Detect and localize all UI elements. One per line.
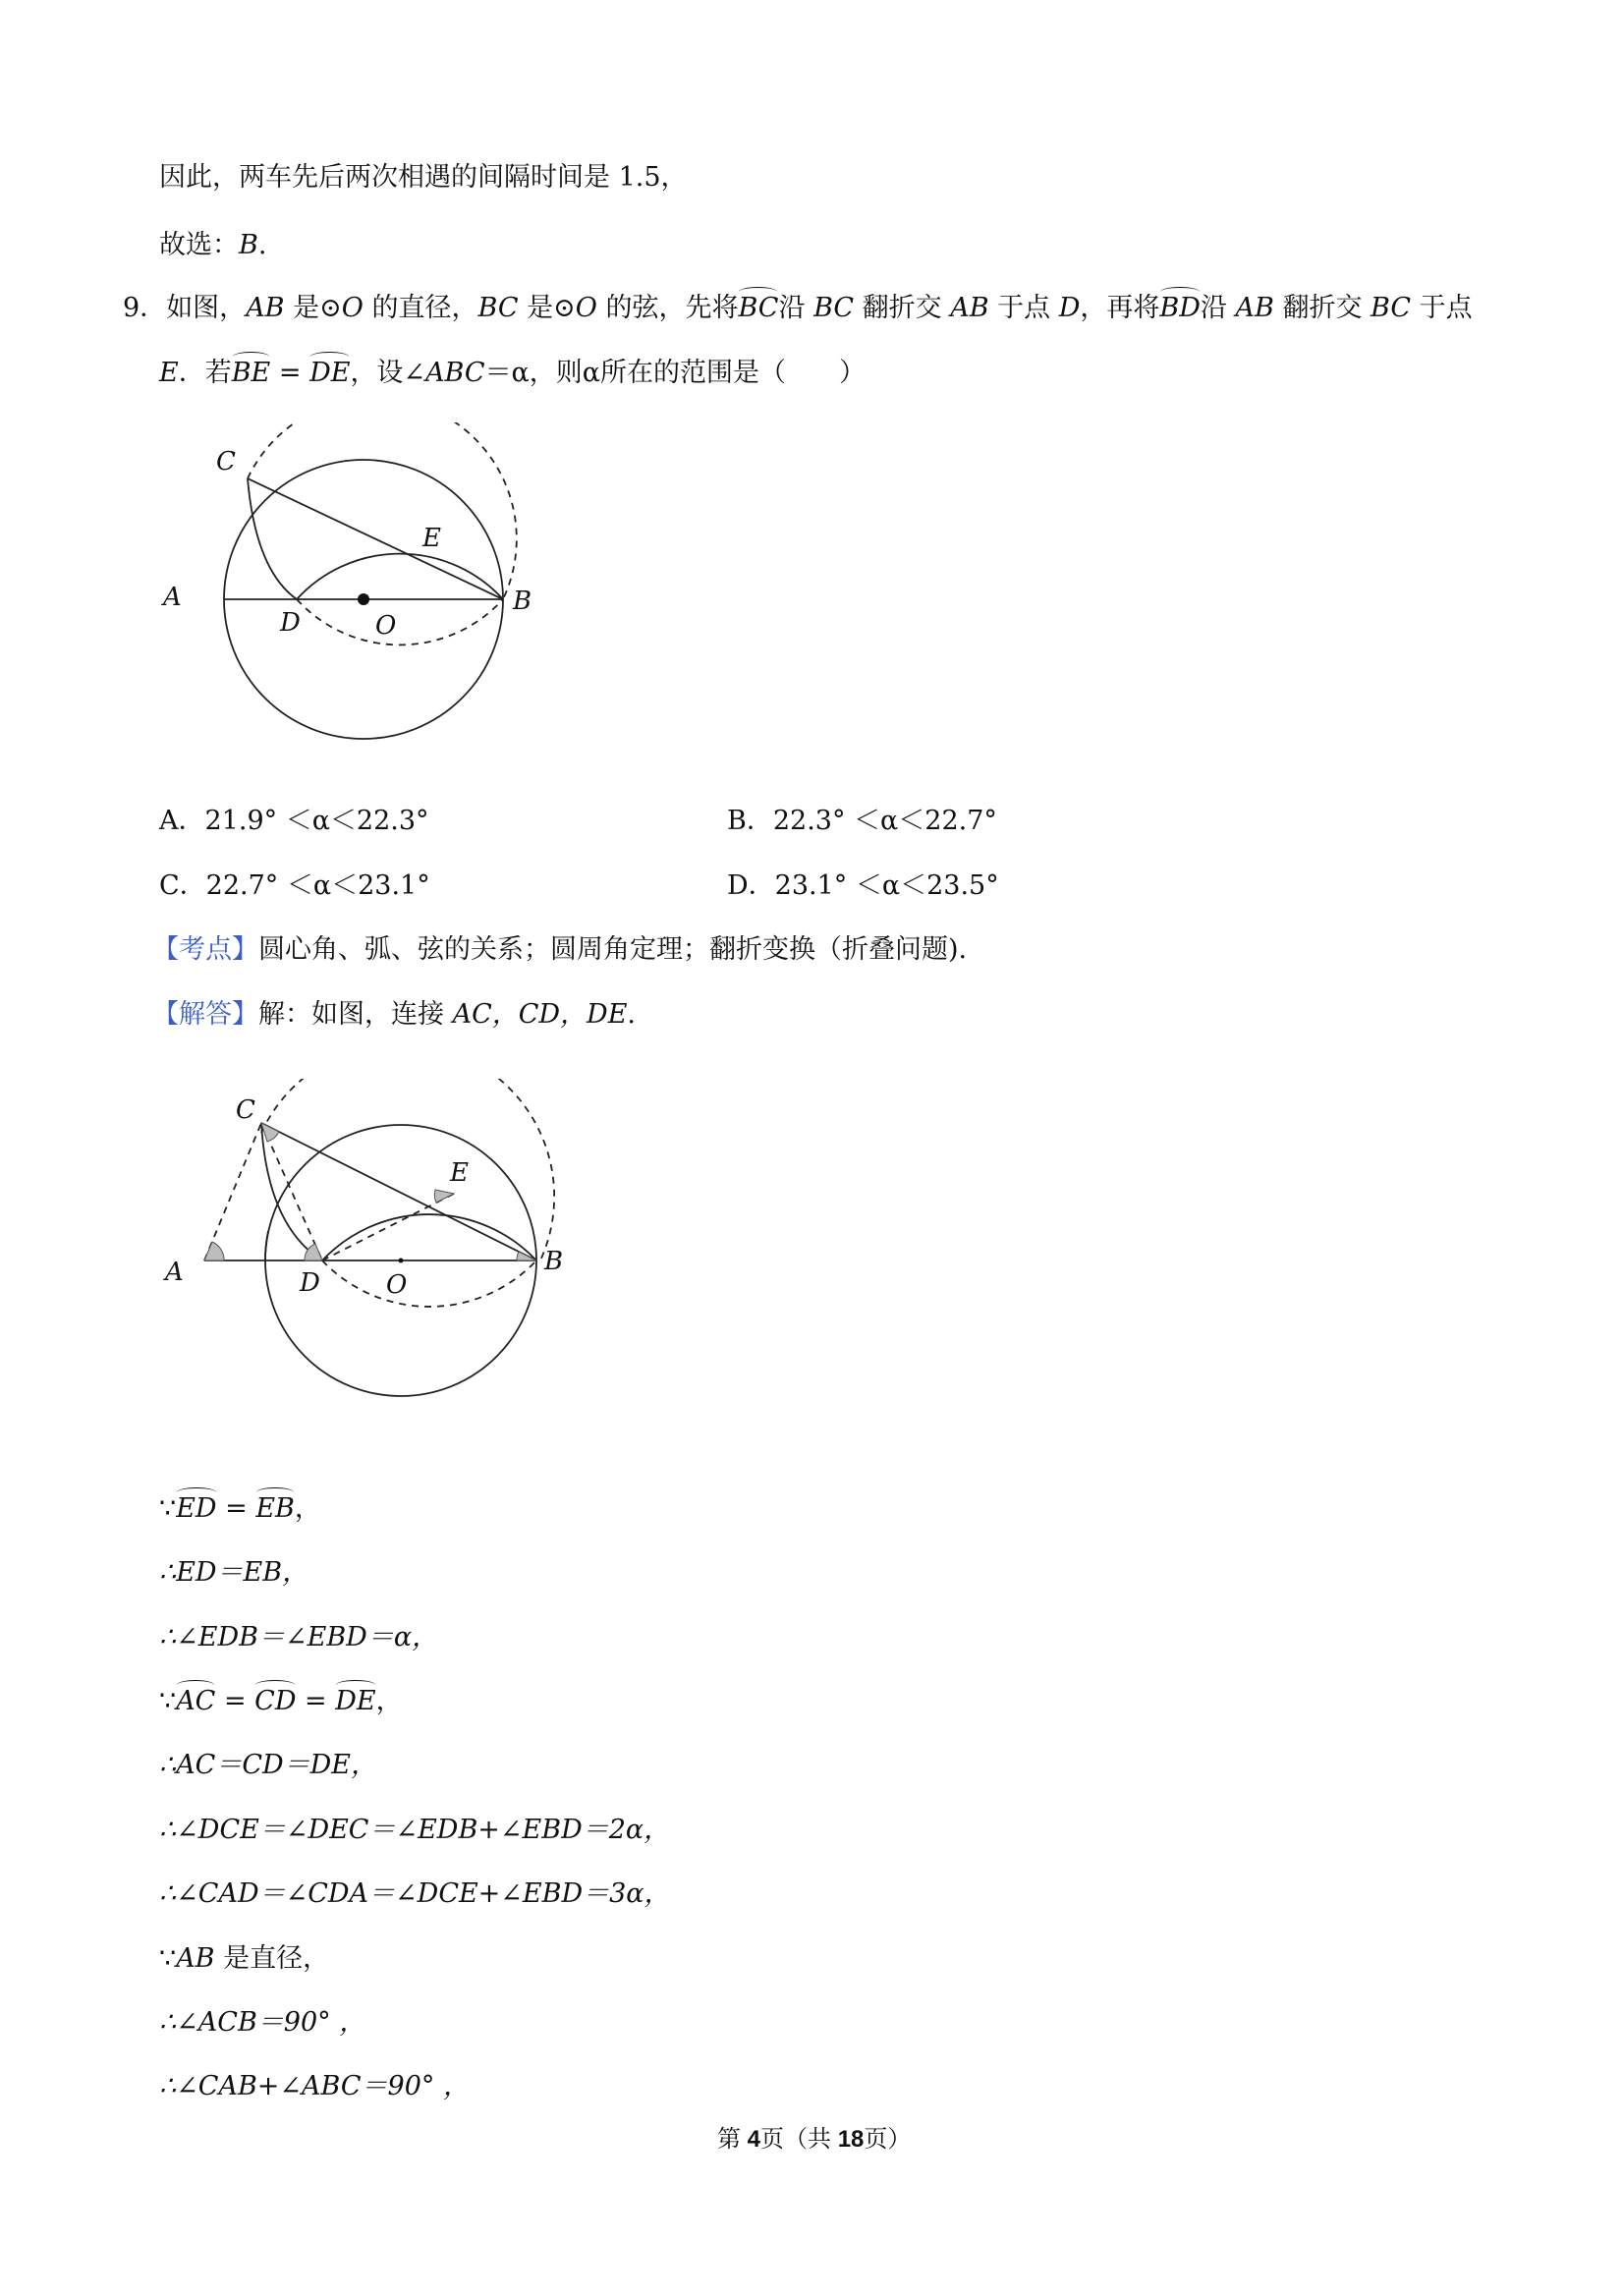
solution-step-10 xyxy=(159,2069,470,2104)
label-b: B xyxy=(513,587,532,616)
label-d: D xyxy=(300,1268,320,1298)
arc-label: BC xyxy=(738,291,778,326)
therefore-symbol: ∴ xyxy=(159,1750,177,1780)
option-letter: D． xyxy=(727,870,775,901)
segment-label: BC xyxy=(1371,293,1412,323)
solution-step-7 xyxy=(159,1876,671,1912)
arc-label: DE xyxy=(335,1684,375,1719)
therefore-symbol: ∴ xyxy=(159,1557,177,1588)
question-text: ，设∠ xyxy=(350,358,426,388)
because-symbol: ∵ xyxy=(159,1493,177,1524)
segment-de xyxy=(322,1194,454,1260)
angle-mark-b xyxy=(517,1252,536,1260)
segment-label: AB xyxy=(950,293,989,323)
question-number: 9． xyxy=(123,293,167,323)
step-text: ∠CAD＝∠CDA＝∠DCE+∠EBD＝3α， xyxy=(176,1878,671,1909)
step-text: = xyxy=(215,1686,255,1716)
solution-step-3 xyxy=(159,1620,438,1655)
option-b xyxy=(727,804,997,839)
question-text: 于点 xyxy=(1411,293,1473,323)
segment-label: BC xyxy=(477,293,519,323)
jieda-segments: AC，CD，DE xyxy=(452,999,628,1030)
angle-mark-c xyxy=(261,1123,279,1142)
question-text: 如图， xyxy=(166,293,247,323)
therefore-symbol: ∴ xyxy=(159,2007,177,2038)
question-line-2 xyxy=(159,356,866,391)
solution-step-8 xyxy=(159,1941,329,1977)
option-letter: B． xyxy=(727,806,773,836)
segment-label: AB xyxy=(176,1943,215,1974)
figure-2-geometry xyxy=(157,1079,648,1472)
intro-line-1: 因此，两车先后两次相遇的间隔时间是 1.5， xyxy=(159,162,688,193)
solution-step-4 xyxy=(159,1684,403,1719)
folded-arc-dashed xyxy=(248,422,517,599)
because-symbol: ∵ xyxy=(159,1943,177,1974)
kaodian-line xyxy=(152,932,967,968)
label-a: A xyxy=(165,1258,184,1287)
solution-step-2 xyxy=(159,1555,308,1591)
step-text: ∠CAB+∠ABC＝90° ， xyxy=(176,2071,470,2101)
point-label: E xyxy=(159,358,179,388)
step-text: ED＝EB， xyxy=(176,1557,309,1588)
kaodian-tag: 【考点】 xyxy=(152,934,258,965)
question-text: 于点 xyxy=(988,293,1059,323)
therefore-symbol: ∴ xyxy=(159,1622,177,1652)
segment-label: AB xyxy=(1235,293,1274,323)
folded-arc-dashed xyxy=(261,1079,554,1260)
therefore-symbol: ∴ xyxy=(159,1878,177,1909)
solution-step-1 xyxy=(159,1491,321,1527)
arc-stub xyxy=(265,1231,268,1260)
option-d xyxy=(727,868,999,904)
question-line-1 xyxy=(123,291,1473,326)
jieda-tag: 【解答】 xyxy=(152,999,258,1030)
option-letter: A． xyxy=(159,806,205,836)
question-text: 沿 xyxy=(1200,293,1236,323)
page-number: 4 xyxy=(747,2126,761,2153)
question-text: ＝α，则α所在的范围是（ ） xyxy=(484,358,867,388)
label-e: E xyxy=(422,524,441,553)
arc-label: ED xyxy=(176,1491,216,1527)
fold-arc-cd xyxy=(248,478,297,599)
option-text: 22.3° ＜α＜22.7° xyxy=(772,806,997,836)
label-a: A xyxy=(163,583,182,612)
step-text: = xyxy=(296,1686,336,1716)
arc-label: AC xyxy=(176,1684,215,1719)
label-b: B xyxy=(544,1247,564,1276)
step-text: = xyxy=(216,1493,256,1524)
question-text: 的弦，先将 xyxy=(596,293,739,323)
fold-arc-db xyxy=(322,1214,536,1260)
label-o: O xyxy=(386,1270,408,1300)
arc-label: DE xyxy=(309,356,350,391)
chord-bc xyxy=(261,1123,536,1260)
arc-label: BE xyxy=(232,356,271,391)
segment-label: BC xyxy=(813,293,855,323)
label-d: D xyxy=(280,608,301,638)
center-point xyxy=(399,1259,404,1263)
solution-step-5 xyxy=(159,1748,377,1783)
point-label: D xyxy=(1058,293,1081,323)
footer-text: 页） xyxy=(864,2126,912,2153)
page-footer xyxy=(717,2122,911,2157)
point-label: O xyxy=(575,293,597,323)
angle-label: ABC xyxy=(425,358,485,388)
segment-ac xyxy=(204,1123,261,1260)
jieda-line xyxy=(152,997,636,1033)
question-text: 翻折交 xyxy=(854,293,951,323)
because-symbol: ∵ xyxy=(159,1686,177,1716)
question-text: 翻折交 xyxy=(1273,293,1371,323)
center-point xyxy=(358,593,369,605)
option-text: 21.9° ＜α＜22.3° xyxy=(204,806,429,836)
intro-answer-suffix: . xyxy=(257,230,267,260)
option-text: 22.7° ＜α＜23.1° xyxy=(205,870,430,901)
step-text: ∠DCE＝∠DEC＝∠EDB+∠EBD＝2α， xyxy=(176,1815,671,1845)
question-text: 沿 xyxy=(778,293,814,323)
step-text: ， xyxy=(375,1686,403,1716)
question-text: = xyxy=(270,358,310,388)
figure-1-geometry xyxy=(157,422,589,776)
label-o: O xyxy=(375,611,397,641)
therefore-symbol: ∴ xyxy=(159,1815,177,1845)
angle-mark-d xyxy=(305,1244,322,1260)
question-text: 是⊙ xyxy=(518,293,576,323)
segment-label: AB xyxy=(246,293,285,323)
point-label: O xyxy=(341,293,364,323)
intro-line-2 xyxy=(159,228,266,263)
angle-mark-a xyxy=(204,1242,224,1260)
kaodian-text: 圆心角、弧、弦的关系；圆周角定理；翻折变换（折叠问题). xyxy=(258,934,968,965)
therefore-symbol: ∴ xyxy=(159,2071,177,2101)
label-e: E xyxy=(450,1158,469,1188)
segment-cd xyxy=(261,1123,322,1260)
step-text: AC＝CD＝DE， xyxy=(176,1750,378,1780)
option-a xyxy=(159,804,429,839)
solution-step-9 xyxy=(159,2005,365,2041)
footer-text: 页（共 xyxy=(760,2126,838,2153)
label-c: C xyxy=(236,1095,255,1125)
option-text: 23.1° ＜α＜23.5° xyxy=(774,870,999,901)
step-text: ∠EDB＝∠EBD＝α， xyxy=(176,1622,439,1652)
question-text: 是⊙ xyxy=(284,293,342,323)
fold-arc-db xyxy=(297,554,503,599)
footer-text: 第 xyxy=(717,2126,748,2153)
lower-arc-dashed xyxy=(297,599,503,644)
intro-answer-prefix: 故选： xyxy=(159,230,239,260)
intro-answer-value: B xyxy=(239,230,258,260)
lower-arc-dashed xyxy=(322,1260,536,1307)
label-c: C xyxy=(216,447,236,476)
option-c xyxy=(159,868,430,904)
jieda-text: 解：如图，连接 xyxy=(258,999,453,1030)
page-total: 18 xyxy=(837,2126,865,2153)
jieda-end: . xyxy=(627,999,637,1030)
question-text: ，再将 xyxy=(1080,293,1160,323)
solution-step-6 xyxy=(159,1813,670,1848)
arc-label: CD xyxy=(254,1684,296,1719)
arc-label: EB xyxy=(255,1491,295,1527)
chord-bc xyxy=(248,478,503,599)
step-text: ∠ACB＝90° ， xyxy=(176,2007,366,2038)
question-text: 的直径， xyxy=(363,293,478,323)
question-text: ．若 xyxy=(178,358,232,388)
option-letter: C． xyxy=(159,870,206,901)
arc-label: BD xyxy=(1159,291,1201,326)
step-text: ， xyxy=(294,1493,321,1524)
step-text: 是直径， xyxy=(214,1943,330,1974)
